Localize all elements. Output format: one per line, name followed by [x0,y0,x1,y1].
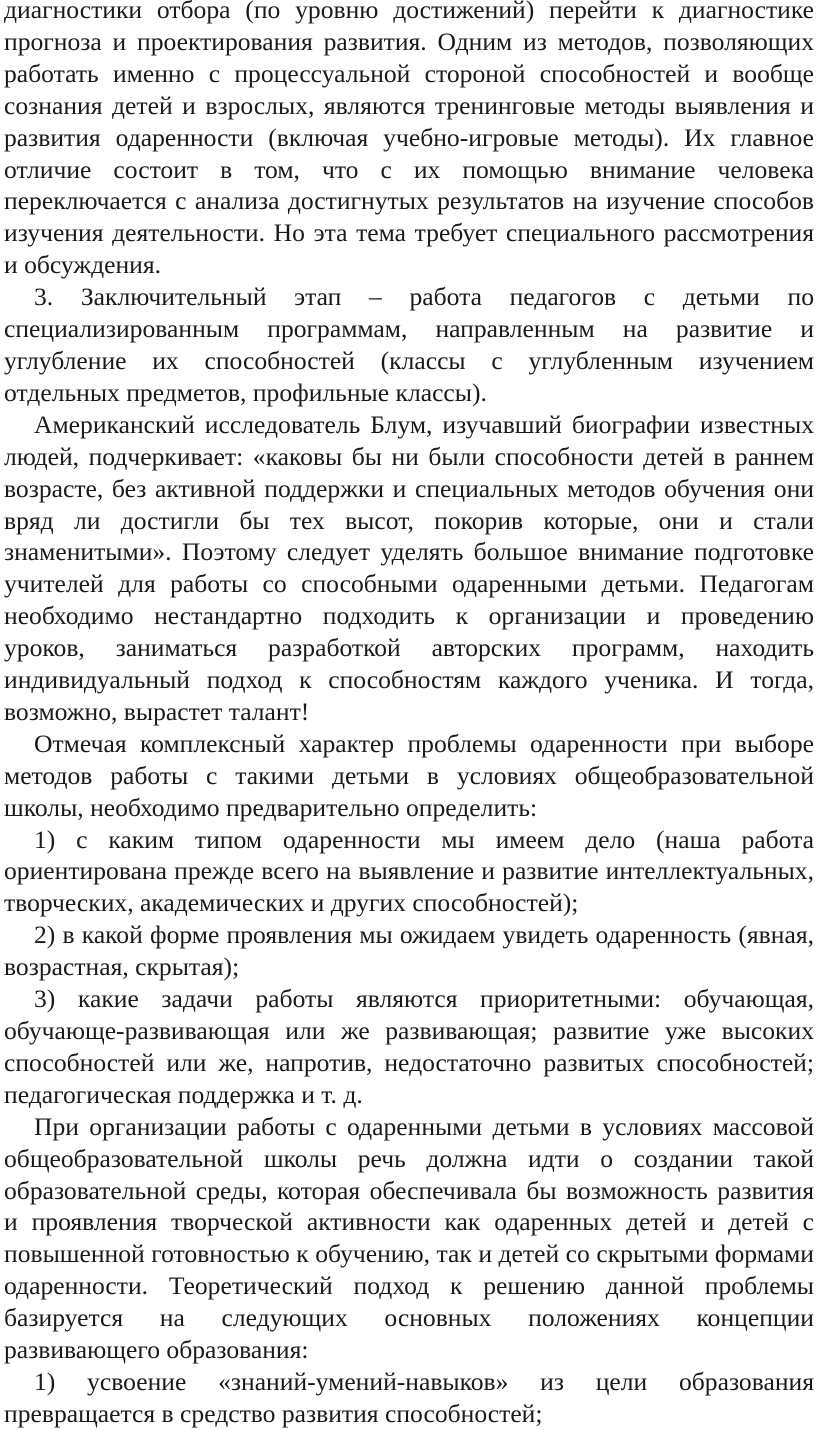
list-item-giftedness-type: 1) с каким типом одаренности мы имеем дело (наша работа ориентирована прежде всего на выявление и развитие интеллектуальных, творческих, академических и других способностей); [4,824,814,918]
list-item-manifestation-form: 2) в какой форме проявления мы ожидаем увидеть одаренность (явная, возрастная, скрытая); [4,920,814,982]
list-item-knowledge-skills: 1) усвоение «знаний-умений-навыков» из цели образования превращается в средство развития способностей; [4,1366,814,1428]
paragraph-school-environment: При организации работы с одаренными детьми в условиях массовой общеобразовательной школы речь должна идти о создании такой образовательной среды, которая обеспечивала бы возможность развития и проявления творческой активности как одаренных детей и детей с повышенной готовностью к обучению, так и детей со скрытыми формами одаренности. Теоретический подход к решению данной проблемы базируется на следующих основных положениях концепции развивающего образования: [4,1111,814,1365]
paragraph-bloom-quote: Американский исследователь Блум, изучавший биографии известных людей, подчеркивает: «каковы бы ни были способности детей в раннем возрасте, без активной поддержки и специальных методов обучения они вряд ли достигли бы тех высот, покорив которые, они и стали знаменитыми». Поэтому следует уделять большое внимание подготовке учителей для работы со способными одаренными детьми. Педагогам необходимо нестандартно подходить к организации и проведению уроков, заниматься разработкой авторских программ, находить индивидуальный подход к способностям каждого ученика. И тогда, возможно, вырастет талант! [4,409,814,726]
paragraph-complex-nature: Отмечая комплексный характер проблемы одаренности при выборе методов работы с такими детьми в условиях общеобразовательной школы, необходимо предварительно определить: [4,728,814,822]
document-body [4,0,814,1430]
paragraph-diagnostics-continuation: диагностики отбора (по уровню достижений) перейти к диагностике прогноза и проектирования развития. Одним из методов, позволяющих работать именно с процессуальной стороной способностей и вообще сознания детей и взрослых, являются тренинговые методы выявления и развития одаренности (включая учебно-игровые методы). Их главное отличие состоит в том, что с их помощью внимание человека переключается с анализа достигнутых результатов на изучение способов изучения деятельности. Но эта тема требует специального рассмотрения и обсуждения. [4,0,814,280]
list-item-priority-tasks: 3) какие задачи работы являются приоритетными: обучающая, обучающе-развивающая или же развивающая; развитие уже высоких способностей или же, напротив, недостаточно развитых способностей; педагогическая поддержка и т. д. [4,984,814,1109]
paragraph-final-stage: 3. Заключительный этап – работа педагогов с детьми по специализированным программам, направленным на развитие и углубление их способностей (классы с углубленным изучением отдельных предметов, профильные классы). [4,282,814,407]
